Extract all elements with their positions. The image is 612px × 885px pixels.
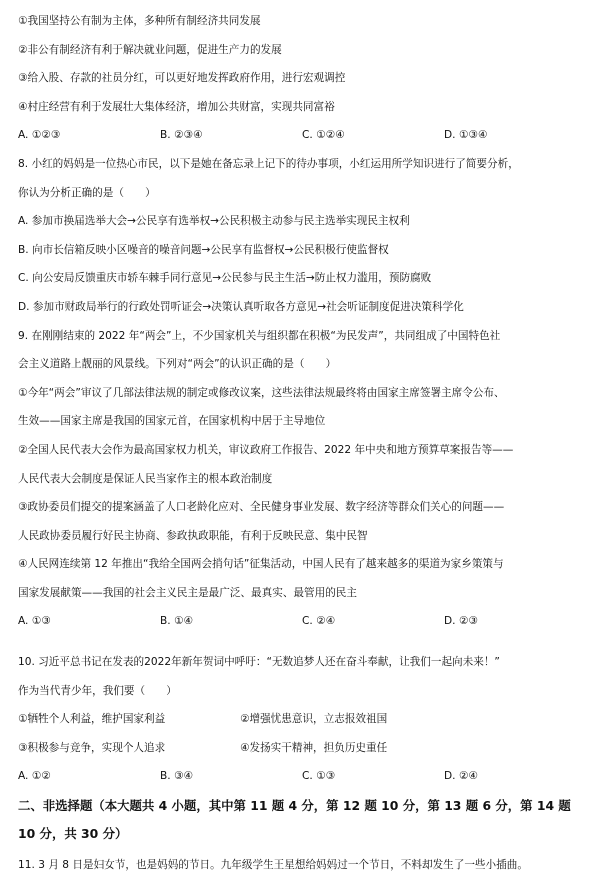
q8-choice-a: A. 参加市换届选举大会→公民享有选举权→公民积极主动参与民主选举实现民主权利 [18,215,410,228]
q10-option-c: C. ①③ [302,770,336,783]
q9-option-d: D. ②③ [444,615,478,628]
section-2-heading-line-1: 二、非选择题（本大题共 4 小题，其中第 11 题 4 分，第 12 题 10 分，第 13 题 6 分，第 14 题 [18,798,571,814]
q7-options [18,126,598,144]
exam-page [18,12,598,885]
q9-item-2a: ②全国人民代表大会作为最高国家权力机关，审议政府工作报告、2022 年中央和地方预算草案报告等—— [18,443,514,456]
q8-choice-d: D. 参加市财政局举行的行政处罚听证会→决策认真听取各方意见→社会听证制度促进决策科学化 [18,300,464,313]
q9-stem-line-1: 9. 在刚刚结束的 2022 年“两会”上，不少国家机关与组织都在积极“为民发声”，共同组成了中国特色社 [18,329,501,342]
section-2-heading-line-2: 10 分，共 30 分） [18,826,128,842]
q10-option-b: B. ③④ [160,770,193,783]
q10-item-1: ①牺牲个人利益，维护国家利益 [18,713,166,726]
q9-item-1a: ①今年“两会”审议了几部法律法规的制定或修改议案，这些法律法规最终将由国家主席签署主席令公布、 [18,386,505,399]
q9-option-c: C. ②④ [302,615,336,628]
q7-statement-4: ④村庄经营有利于发展壮大集体经济，增加公共财富，实现共同富裕 [18,100,335,113]
q8-choice-b: B. 向市长信箱反映小区噪音的噪音问题→公民享有监督权→公民积极行使监督权 [18,243,389,256]
q9-item-3a: ③政协委员们提交的提案涵盖了人口老龄化应对、全民健身事业发展、数字经济等群众们关心的问题—— [18,501,505,514]
q9-item-1b: 生效——国家主席是我国的国家元首，在国家机构中居于主导地位 [18,415,326,428]
q10-item-2: ②增强忧患意识，立志报效祖国 [240,713,388,726]
q10-item-3: ③积极参与竞争，实现个人追求 [18,741,166,754]
q7-statement-1: ①我国坚持公有制为主体，多种所有制经济共同发展 [18,15,261,27]
q9-stem-line-2: 会主义道路上靓丽的风景线。下列对“两会”的认识正确的是（ ） [18,358,337,371]
q8-choice-c: C. 向公安局反馈重庆市轿车棘手同行意见→公民参与民主生活→防止权力滥用，预防腐败 [18,272,432,285]
q7-statement-3: ③给入股、存款的社员分红，可以更好地发挥政府作用，进行宏观调控 [18,72,346,85]
q10-options [18,767,598,785]
q10-items-row-2 [18,739,598,757]
q10-option-a: A. ①② [18,770,51,783]
q9-option-b: B. ①④ [160,615,193,628]
q10-stem-line-2: 作为当代青少年，我们要（ ） [18,684,177,697]
q9-item-2b: 人民代表大会制度是保证人民当家作主的根本政治制度 [18,472,273,485]
q7-option-b: B. ②③④ [160,129,203,142]
q10-item-4: ④发扬实干精神，担负历史重任 [240,741,388,754]
question-8 [18,155,598,316]
question-10 [18,653,598,757]
q11-stem: 11. 3 月 8 日是妇女节，也是妈妈的节日。九年级学生王星想给妈妈过一个节日，不料却发生了一些小插曲。 [18,859,528,872]
question-9 [18,327,598,602]
q10-option-d: D. ②④ [444,770,478,783]
q10-items-row-1 [18,710,598,728]
q8-stem-line-2: 你认为分析正确的是（ ） [18,186,156,199]
question-7-statements [18,12,598,116]
q7-statement-2: ②非公有制经济有利于解决就业问题，促进生产力的发展 [18,43,282,56]
q9-options [18,612,598,630]
q9-item-3b: 人民政协委员履行好民主协商、参政执政职能，有利于反映民意、集中民智 [18,529,368,542]
q10-stem-line-1: 10. 习近平总书记在发表的2022年新年贺词中呼吁：“无数追梦人还在奋斗奉献，让我们一起向未来！” [18,656,500,669]
q9-option-a: A. ①③ [18,615,51,628]
q8-stem-line-1: 8. 小红的妈妈是一位热心市民，以下是她在备忘录上记下的待办事项，小红运用所学知识进行了简要分析， [18,157,519,170]
spacer [18,641,598,653]
q7-option-a: A. ①②③ [18,129,61,142]
section-2-heading [18,796,598,844]
q7-option-c: C. ①②④ [302,129,345,142]
q9-item-4a: ④人民网连续第 12 年推出“我给全国两会捎句话”征集活动，中国人民有了越来越多的渠道为家乡策策与 [18,558,504,571]
q9-item-4b: 国家发展献策——我国的社会主义民主是最广泛、最真实、最管用的民主 [18,586,357,599]
q7-option-d: D. ①③④ [444,129,488,142]
